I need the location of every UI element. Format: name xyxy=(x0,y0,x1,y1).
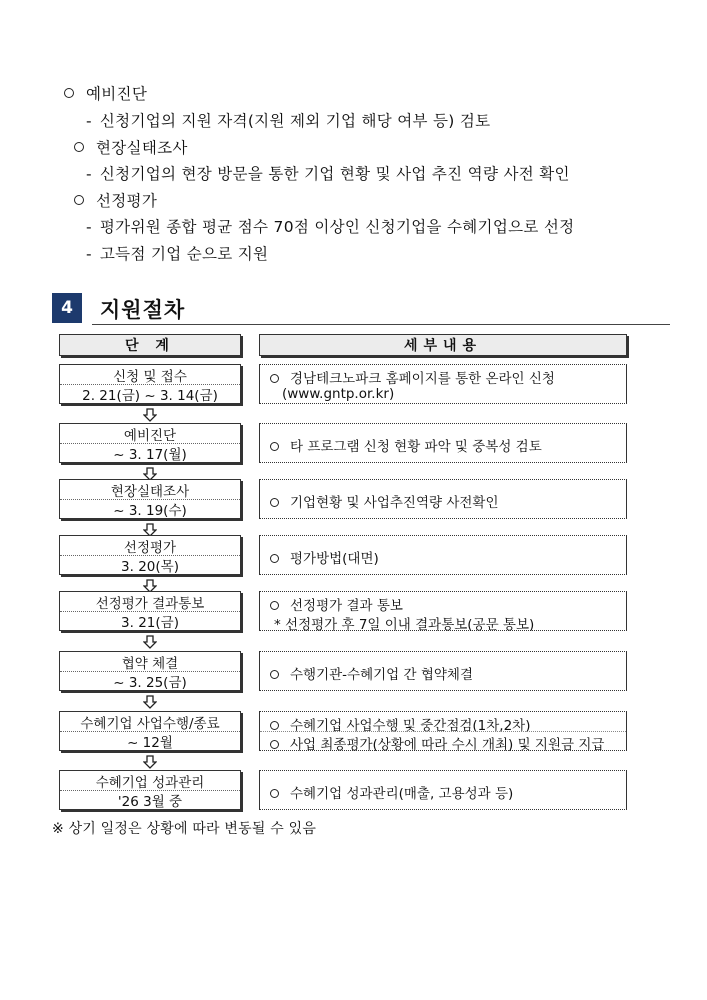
detail-box xyxy=(259,651,627,691)
section-number: 4 xyxy=(52,293,82,323)
detail-box xyxy=(259,591,627,631)
detail-text: 평가방법(대면) xyxy=(290,551,379,567)
detail-text: 수혜기업 사업수행 및 중간점검(1차,2차) xyxy=(290,718,531,734)
detail-line xyxy=(270,663,473,683)
header-stage: 단 계 xyxy=(59,334,241,356)
section-heading xyxy=(52,293,622,325)
detail-box xyxy=(259,423,627,463)
stage-date: 3. 21(금) xyxy=(121,614,179,631)
section-title: 지원절차 xyxy=(100,298,186,322)
stage-box xyxy=(59,479,241,519)
detail-box xyxy=(259,364,627,404)
list-item-text: 신청기업의 지원 자격(지원 제외 기업 해당 여부 등) 검토 xyxy=(99,112,491,130)
list-item xyxy=(74,189,157,211)
detail-box xyxy=(259,479,627,519)
detail-separator xyxy=(260,731,626,732)
list-item-text: 현장실태조사 xyxy=(96,139,188,157)
circle-bullet-icon xyxy=(270,721,279,730)
header-detail: 세부내용 xyxy=(259,334,627,356)
stage-name: 예비진단 xyxy=(60,424,240,444)
stage-box xyxy=(59,423,241,463)
detail-line xyxy=(270,733,604,753)
list-item-text: 평가위원 종합 평균 점수 70점 이상인 신청기업을 수혜기업으로 선정 xyxy=(99,218,575,236)
circle-bullet-icon xyxy=(270,442,279,451)
circle-bullet-icon xyxy=(270,789,279,798)
list-item-text: 신청기업의 현장 방문을 통한 기업 현황 및 사업 추진 역량 사전 확인 xyxy=(99,165,570,183)
stage-date: ~ 3. 17(월) xyxy=(113,446,187,463)
detail-line xyxy=(270,782,513,802)
list-item xyxy=(64,82,147,104)
circle-bullet-icon xyxy=(270,554,279,563)
circle-bullet-icon xyxy=(270,601,279,610)
stage-box xyxy=(59,364,241,404)
detail-text: 수행기관-수혜기업 간 협약체결 xyxy=(290,667,473,683)
circle-bullet-icon xyxy=(270,374,279,383)
detail-box xyxy=(259,770,627,810)
stage-date: 3. 20(목) xyxy=(121,558,179,575)
detail-line xyxy=(270,435,542,455)
list-item xyxy=(86,109,490,131)
stage-date: '26 3월 중 xyxy=(117,793,183,810)
down-arrow-icon xyxy=(143,634,157,648)
circle-bullet-icon xyxy=(74,142,84,152)
list-item xyxy=(86,242,268,264)
down-arrow-icon xyxy=(143,578,157,592)
stage-date: ~ 3. 19(수) xyxy=(113,502,187,519)
detail-line xyxy=(282,386,394,402)
down-arrow-icon xyxy=(143,522,157,536)
circle-bullet-icon xyxy=(64,88,74,98)
down-arrow-icon xyxy=(143,754,157,768)
list-item-text: 고득점 기업 순으로 지원 xyxy=(99,245,269,263)
detail-box xyxy=(259,535,627,575)
circle-bullet-icon xyxy=(270,498,279,507)
detail-line xyxy=(270,491,499,511)
circle-bullet-icon xyxy=(74,195,84,205)
down-arrow-icon xyxy=(143,466,157,480)
stage-box xyxy=(59,770,241,810)
detail-text: 타 프로그램 신청 현황 파악 및 중복성 검토 xyxy=(290,439,542,455)
down-arrow-icon xyxy=(143,407,157,421)
dash-bullet-icon: - xyxy=(86,165,92,183)
stage-box xyxy=(59,711,241,751)
stage-name: 협약 체결 xyxy=(60,652,240,672)
dash-bullet-icon: - xyxy=(86,112,92,130)
list-item xyxy=(86,162,570,184)
stage-name: 선정평가 결과통보 xyxy=(60,592,240,612)
dash-bullet-icon: - xyxy=(86,245,92,263)
detail-line xyxy=(270,594,403,614)
footnote: ※ 상기 일정은 상황에 따라 변동될 수 있음 xyxy=(52,821,317,837)
detail-line xyxy=(274,613,534,633)
section-divider xyxy=(92,324,670,325)
stage-date: 2. 21(금) ~ 3. 14(금) xyxy=(82,387,218,404)
circle-bullet-icon xyxy=(270,740,279,749)
stage-box xyxy=(59,591,241,631)
detail-text: * 선정평가 후 7일 이내 결과통보(공문 통보) xyxy=(274,617,535,633)
detail-box xyxy=(259,711,627,751)
detail-text: 사업 최종평가(상황에 따라 수시 개최) 및 지원금 지급 xyxy=(290,737,605,753)
stage-name: 수혜기업 사업수행/종료 xyxy=(60,712,240,732)
list-item xyxy=(86,215,574,237)
list-item-text: 선정평가 xyxy=(96,192,158,210)
stage-name: 선정평가 xyxy=(60,536,240,556)
detail-text: 기업현황 및 사업추진역량 사전확인 xyxy=(290,495,499,511)
stage-date: ~ 3. 25(금) xyxy=(113,674,187,691)
detail-line xyxy=(270,367,555,387)
dash-bullet-icon: - xyxy=(86,218,92,236)
list-item xyxy=(74,136,188,158)
list-item-text: 예비진단 xyxy=(86,85,148,103)
stage-name: 현장실태조사 xyxy=(60,480,240,500)
detail-text: 수혜기업 성과관리(매출, 고용성과 등) xyxy=(290,786,514,802)
detail-text: 경남테크노파크 홈페이지를 통한 온라인 신청 xyxy=(290,371,555,387)
stage-box xyxy=(59,535,241,575)
detail-text: (www.gntp.or.kr) xyxy=(282,386,395,402)
detail-line xyxy=(270,547,379,567)
stage-date: ~ 12월 xyxy=(127,734,173,751)
circle-bullet-icon xyxy=(270,670,279,679)
stage-name: 수혜기업 성과관리 xyxy=(60,771,240,791)
down-arrow-icon xyxy=(143,694,157,708)
stage-box xyxy=(59,651,241,691)
stage-name: 신청 및 접수 xyxy=(60,365,240,385)
detail-text: 선정평가 결과 통보 xyxy=(290,598,403,614)
